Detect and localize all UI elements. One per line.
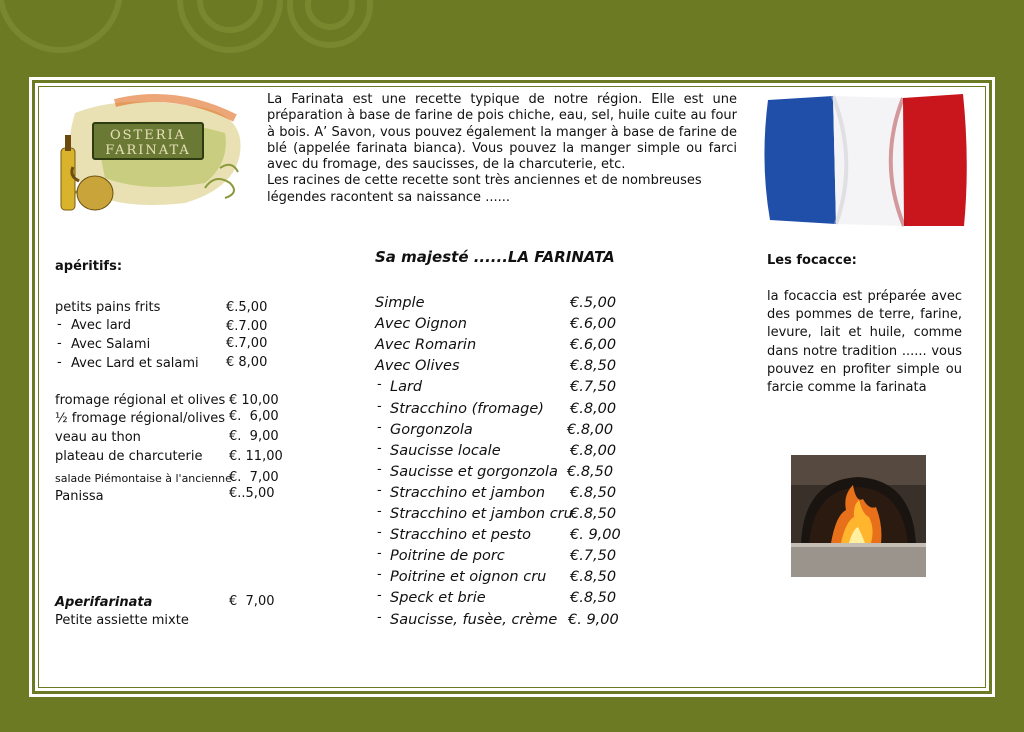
osteria-farinata-logo (55, 93, 250, 215)
farinata-item-label: Speck et brie (390, 590, 486, 607)
farinata-item-price: €.8,50 (570, 506, 617, 522)
dash-bullet: - (377, 525, 382, 541)
aperitif-label: petits pains frits (55, 300, 161, 315)
aperitif-price: €.7.00 (226, 319, 268, 334)
aperitifs-heading: apéritifs: (55, 259, 123, 274)
dash-bullet: - (57, 355, 62, 370)
farinata-item-price: €.8,50 (570, 484, 617, 501)
focacce-heading: Les focacce: (767, 253, 857, 268)
intro-text (267, 92, 737, 206)
aperitif-price: € 8,00 (226, 355, 268, 370)
farinata-heading: Sa majesté ......LA FARINATA (375, 248, 615, 266)
farinata-item-label: Stracchino et pesto (390, 527, 532, 544)
aperitif-price: €..5,00 (229, 486, 275, 501)
farinata-item-price: €. 9,00 (568, 611, 619, 628)
aperitif-price: €.7,00 (226, 336, 268, 351)
intro-paragraph-1: La Farinata est une recette typique de notre région. Elle est une préparation à base de farine de pois chiche, eau, sel, huile cuite au four à bois. A’ Savon, vous pouvez également la manger à base de farine de blé (appelée farinata bianca). Vous pouvez la manger simple ou farci avec du fromage, des saucisses, de la charcuterie, etc. (267, 92, 737, 173)
logo-line1: OSTERIA (109, 128, 187, 143)
farinata-item-price: €.8,50 (570, 590, 617, 607)
farinata-item-label: Simple (375, 295, 425, 311)
dash-bullet: - (377, 461, 382, 477)
aperitif-price: €. 6,00 (229, 409, 279, 424)
farinata-item-label: Avec Romarin (375, 337, 477, 354)
intro-paragraph-2: Les racines de cette recette sont très anciennes et de nombreuses légendes racontent sa naissance ...... (267, 173, 702, 205)
dash-bullet: - (377, 567, 382, 583)
decorative-swirls (0, 0, 400, 80)
farinata-item-price: €.8,50 (570, 569, 617, 586)
farinata-item-label: Avec Olives (375, 358, 460, 375)
farinata-item-price: €.8,50 (567, 463, 614, 480)
aperifarinata-price: € 7,00 (229, 594, 275, 609)
farinata-item-price: €.8,50 (570, 358, 617, 375)
wood-fired-oven-image (791, 455, 926, 577)
aperitif-label: plateau de charcuterie (55, 449, 203, 464)
farinata-item-price: €.7,50 (570, 379, 617, 396)
dash-bullet: - (377, 609, 382, 625)
dash-bullet: - (377, 504, 382, 519)
aperitif-label: Avec Lard et salami (71, 356, 199, 371)
farinata-item-label: Stracchino et jambon cru (390, 506, 573, 522)
aperifarinata-label: Aperifarinata (55, 595, 153, 610)
aperitif-price: €. 11,00 (229, 449, 283, 464)
aperifarinata-description: Petite assiette mixte (55, 613, 189, 628)
farinata-item-label: Stracchino et jambon (390, 484, 546, 501)
farinata-item-price: €. 9,00 (570, 527, 621, 544)
farinata-item-price: €.8,00 (570, 442, 617, 459)
dash-bullet: - (57, 336, 62, 351)
farinata-item-label: Poitrine et oignon cru (390, 569, 547, 586)
aperitif-label: fromage régional et olives (55, 393, 226, 408)
aperitif-price: €.5,00 (226, 300, 268, 315)
aperitif-label: Avec Salami (71, 337, 151, 352)
dash-bullet: - (377, 419, 382, 435)
dash-bullet: - (377, 440, 382, 456)
farinata-item-label: Avec Oignon (375, 316, 467, 333)
dash-bullet: - (377, 482, 382, 498)
farinata-item-price: €.6,00 (570, 337, 617, 354)
dash-bullet: - (377, 377, 382, 393)
farinata-item-label: Saucisse et gorgonzola (390, 463, 558, 480)
farinata-item-price: €.7,50 (570, 548, 617, 565)
farinata-item-label: Stracchino (fromage) (390, 400, 544, 417)
aperitif-label: salade Piémontaise à l'ancienne (55, 472, 232, 485)
dash-bullet: - (377, 398, 382, 414)
logo-line2: FARINATA (105, 143, 191, 158)
farinata-item-price: €.6,00 (570, 316, 617, 333)
aperitif-price: € 10,00 (229, 393, 279, 408)
aperitif-label: veau au thon (55, 430, 141, 445)
farinata-item-price: €.8,00 (570, 400, 617, 417)
aperitif-label: ½ fromage régional/olives (55, 411, 226, 426)
aperitif-label: Avec lard (71, 318, 132, 333)
farinata-item-label: Saucisse locale (390, 442, 501, 459)
farinata-item-label: Gorgonzola (390, 421, 473, 438)
farinata-item-label: Poitrine de porc (390, 548, 505, 565)
focacce-description: la focaccia est préparée avec des pommes de terre, farine, levure, lait et huile, comme dans notre tradition ...... vous pouvez en profiter simple ou farcie comme la farinata (767, 289, 962, 396)
aperitif-label: Panissa (55, 489, 104, 504)
farinata-item-label: Saucisse, fusèe, crème (390, 611, 558, 628)
dash-bullet: - (377, 546, 382, 562)
dash-bullet: - (377, 588, 382, 604)
aperitif-price: €. 7,00 (229, 470, 279, 485)
farinata-item-label: Lard (390, 379, 423, 396)
aperitif-price: €. 9,00 (229, 429, 279, 444)
french-flag-image (758, 92, 971, 230)
dash-bullet: - (57, 317, 62, 332)
farinata-item-price: €.5,00 (570, 295, 617, 311)
farinata-item-price: €.8,00 (567, 421, 614, 438)
